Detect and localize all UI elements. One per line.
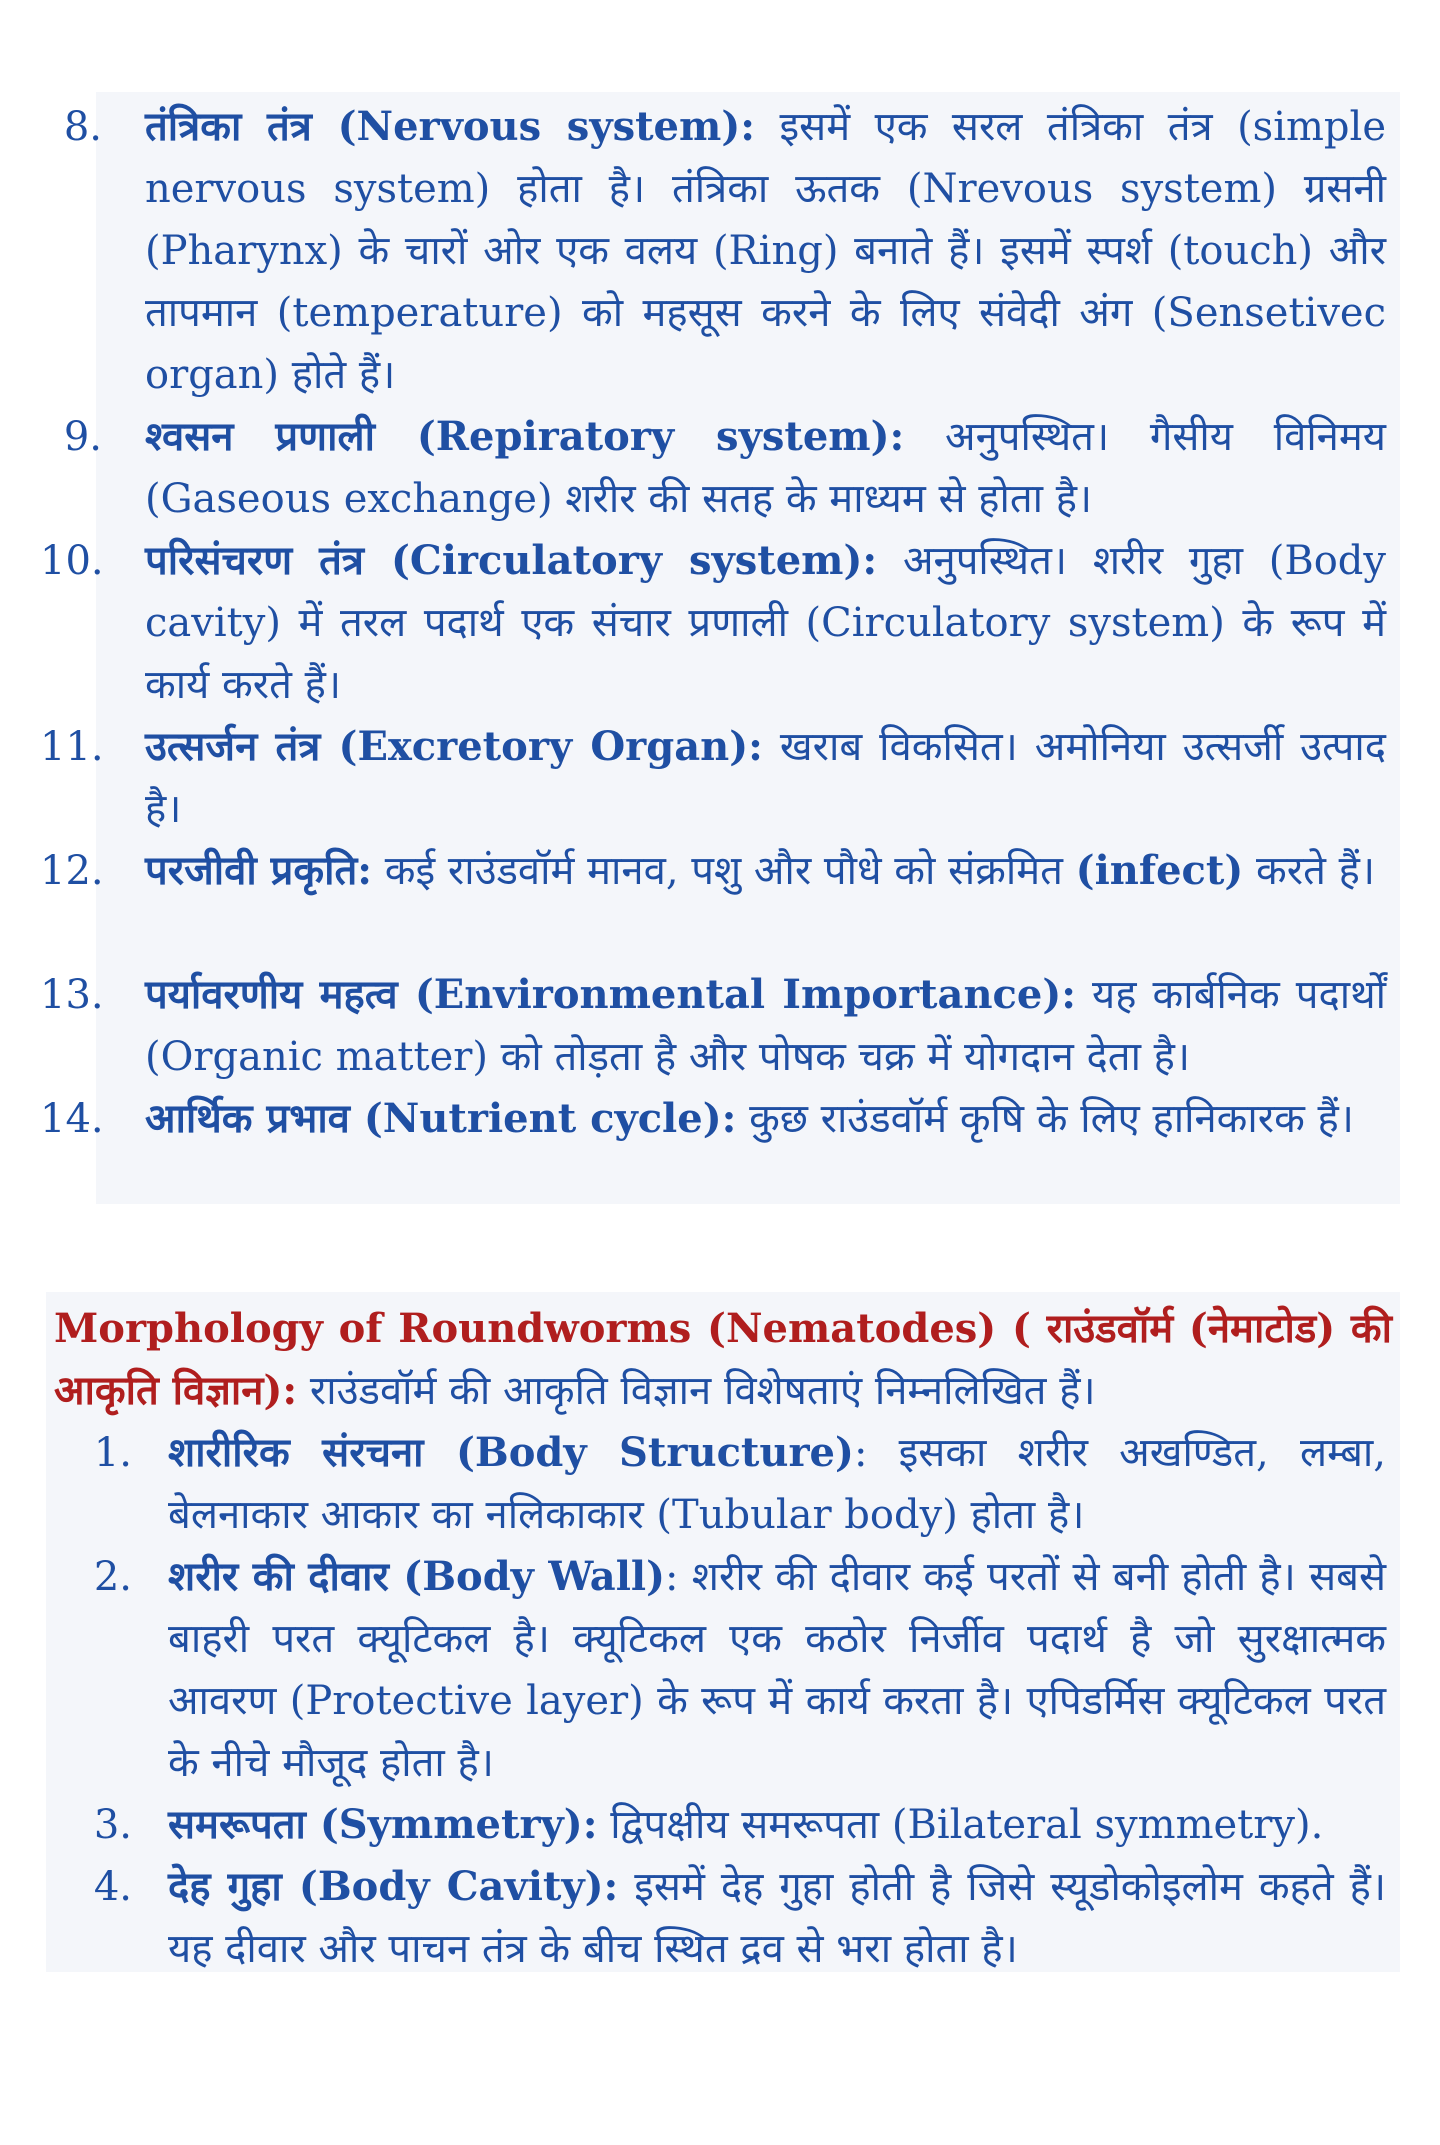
list-item-14 [40,1088,1386,1150]
item-text: यह कार्बनिक पदार्थों (Organic matter) को तोड़ता है और पोषक चक्र में योगदान देता है। [145,972,1386,1080]
list-number: 13. [40,972,104,1018]
item-heading: आर्थिक प्रभाव (Nutrient cycle): [145,1095,737,1142]
item-text: कुछ राउंडवॉर्म कृषि के लिए हानिकारक हैं। [736,1096,1354,1142]
list-number: 9. [63,414,102,460]
item-text: अनुपस्थित। गैसीय विनिमय (Gaseous exchange) शरीर की सतह के माध्यम से होता है। [145,414,1387,522]
item-text: द्विपक्षीय समरूपता (Bilateral symmetry). [597,1802,1324,1848]
section-intro: राउंडवॉर्म की आकृति विज्ञान विशेषताएं निम्नलिखित हैं। [297,1368,1096,1414]
list-number: 3. [93,1802,132,1848]
item-text: कई राउंडवॉर्म मानव, पशु और पौधे को संक्रमित [372,848,1076,894]
item-text: : इसका शरीर अखण्डित, लम्बा, बेलनाकार आकार का नलिकाकार (Tubular body) होता है। [168,1430,1386,1538]
list-item-symmetry [70,1794,1386,1856]
item-text: खराब विकसित। अमोनिया उत्सर्जी उत्पाद है। [145,724,1386,832]
list-number: 11. [40,724,104,770]
list-number: 2. [93,1554,132,1600]
section-title-heading: Morphology of Roundworms (Nematodes) ( राउंडवॉर्म (नेमाटोड) की आकृति विज्ञान): [54,1305,1392,1414]
list-number: 12. [40,848,104,894]
item-heading: परजीवी प्रकृति: [145,847,373,894]
item-heading: शरीर की दीवार (Body Wall) [168,1553,666,1600]
list-item-10 [40,530,1386,716]
item-heading: समरूपता (Symmetry): [168,1801,598,1848]
list-item-9 [40,406,1386,530]
item-heading: देह गुहा (Body Cavity): [168,1863,619,1910]
list-item-body-structure [70,1422,1386,1546]
list-item-13 [40,964,1386,1088]
item-heading: परिसंचरण तंत्र (Circulatory system): [145,537,878,584]
item-heading: पर्यावरणीय महत्व (Environmental Importance): [145,971,1077,1018]
list-number: 1. [93,1430,132,1476]
item-heading: उत्सर्जन तंत्र (Excretory Organ): [145,723,763,770]
list-item-8 [40,96,1386,406]
item-text: इसमें देह गुहा होती है जिसे स्यूडोकोइलोम कहते हैं। यह दीवार और पाचन तंत्र के बीच स्थित द्रव से भरा होता है। [168,1864,1386,1972]
item-heading: श्वसन प्रणाली (Repiratory system): [145,413,905,460]
section-title [54,1298,1392,1422]
item-text: इसमें एक सरल तंत्रिका तंत्र (simple nervous system) होता है। तंत्रिका ऊतक (Nrevous system) ग्रसनी (Pharynx) के चारों ओर एक वलय (Ring) बनाते हैं। इसमें स्पर्श (touch) और तापमान (temperature) को महसूस करने के लिए संवेदी अंग (Sensetivec organ) होते हैं। [145,104,1386,398]
list-number: 8. [63,104,102,150]
item-text: अनुपस्थित। शरीर गुहा (Body cavity) में तरल पदार्थ एक संचार प्रणाली (Circulatory system) के रूप में कार्य करते हैं। [145,538,1386,708]
item-text: : शरीर की दीवार कई परतों से बनी होती है। सबसे बाहरी परत क्यूटिकल है। क्यूटिकल एक कठोर निर्जीव पदार्थ है जो सुरक्षात्मक आवरण (Protective layer) के रूप में कार्य करता है। एपिडर्मिस क्यूटिकल परत के नीचे मौजूद होता है। [168,1554,1386,1786]
list-item-12 [40,840,1386,902]
list-item-body-cavity [70,1856,1386,1980]
list-item-11 [40,716,1386,840]
item-heading: तंत्रिका तंत्र (Nervous system): [145,103,756,150]
list-item-body-wall [70,1546,1386,1794]
list-number: 4. [93,1864,132,1910]
item-heading: शारीरिक संरचना (Body Structure) [168,1429,854,1476]
item-text-end: करते हैं। [1243,848,1375,894]
list-number: 14. [40,1096,104,1142]
list-number: 10. [40,538,104,584]
item-term: (infect) [1075,847,1244,894]
